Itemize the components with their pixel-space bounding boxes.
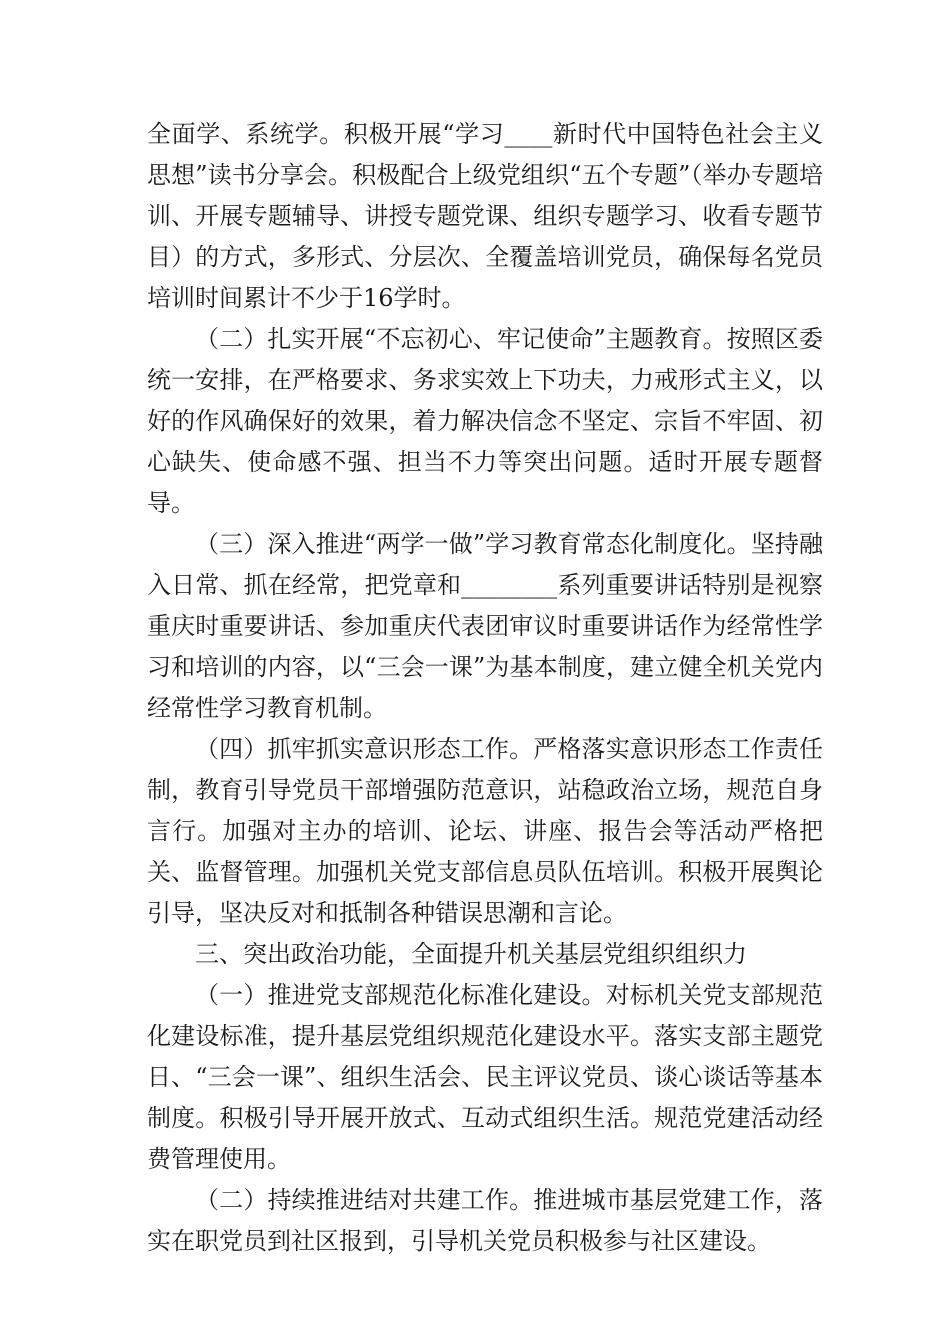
paragraph-study-continued: 全面学、系统学。积极开展“学习____新时代中国特色社会主义思想”读书分享会。积极配合上级党组织“五个专题”（举办专题培训、开展专题辅导、讲授专题党课、组织专题学习、收看专题节目）的方式，多形式、分层次、全覆盖培训党员，确保每名党员培训时间累计不少于16学时。: [147, 120, 823, 312]
paragraph-theme-education: （二）扎实开展“不忘初心、牢记使命”主题教育。按照区委统一安排，在严格要求、务求实效上下功夫，力戒形式主义，以好的作风确保好的效果，着力解决信念不坚定、宗旨不牢固、初心缺失、使命感不强、担当不力等突出问题。适时开展专题督导。: [147, 325, 823, 517]
document-body: [147, 114, 823, 1262]
paragraph-two-studies: （三）深入推进“两学一做”学习教育常态化制度化。坚持融入日常、抓在经常，把党章和________系列重要讲话特别是视察重庆时重要讲话、参加重庆代表团审议时重要讲话作为经常性学习和培训的内容，以“三会一课”为基本制度，建立健全机关党内经常性学习教育机制。: [147, 530, 823, 722]
section-heading-three: 三、突出政治功能，全面提升机关基层党组织组织力: [195, 940, 747, 968]
paragraph-ideology-work: （四）抓牢抓实意识形态工作。严格落实意识形态工作责任制，教育引导党员干部增强防范意识，站稳政治立场，规范自身言行。加强对主办的培训、论坛、讲座、报告会等活动严格把关、监督管理。加强机关党支部信息员队伍培训。积极开展舆论引导，坚决反对和抵制各种错误思潮和言论。: [147, 735, 823, 927]
paragraph-branch-standardization: （一）推进党支部规范化标准化建设。对标机关党支部规范化建设标准，提升基层党组织规范化建设水平。落实支部主题党日、“三会一课”、组织生活会、民主评议党员、谈心谈话等基本制度。积极引导开展开放式、互动式组织生活。规范党建活动经费管理使用。: [147, 981, 823, 1173]
paragraph-joint-construction: （二）持续推进结对共建工作。推进城市基层党建工作，落实在职党员到社区报到，引导机关党员积极参与社区建设。: [147, 1186, 823, 1255]
